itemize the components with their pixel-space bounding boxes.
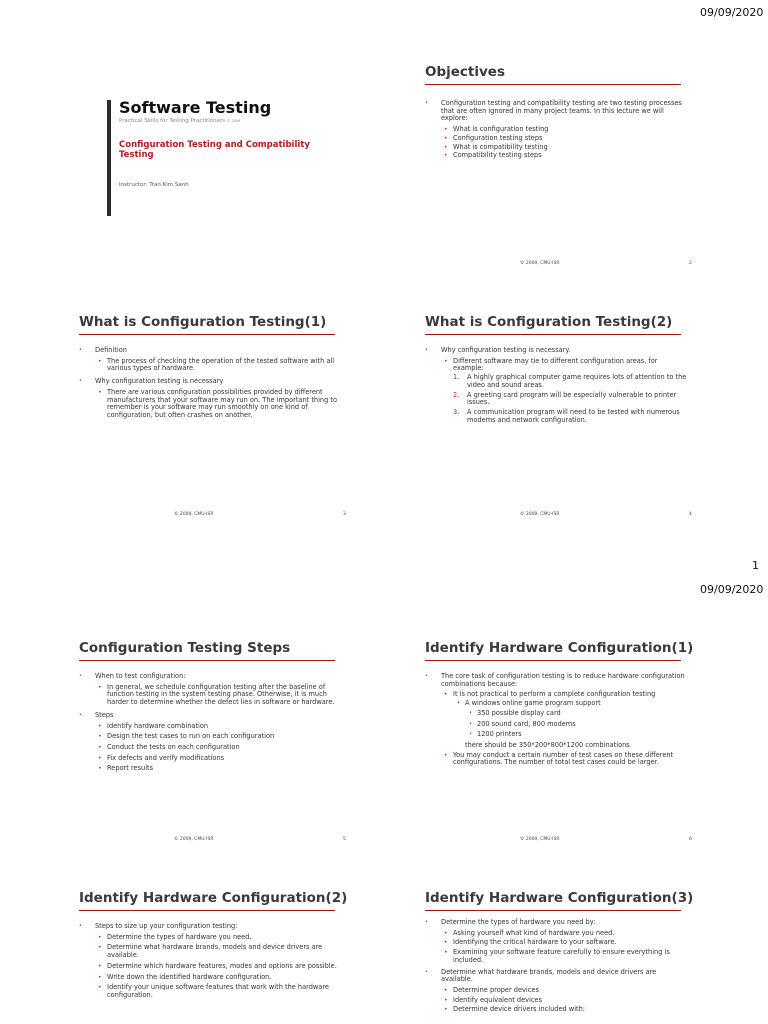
sub-bullet: • There are various configuration possibilities provided by different manufacturers that your software may run on. The important thing to remember is your software may run smoothly on one kind of configuration, but often crashes on another.	[79, 389, 344, 420]
list-item: • Compatibility testing steps	[425, 152, 690, 160]
slide-heading: Identify Hardware Configuration(2)	[79, 890, 348, 906]
slide-config-testing-2	[425, 314, 725, 524]
slide-heading: Identify Hardware Configuration(3)	[425, 890, 694, 906]
slide-rule	[79, 910, 335, 911]
course-title: Software Testing	[119, 98, 272, 117]
item-number: 3.	[453, 407, 460, 416]
item-number: 1.	[453, 373, 460, 382]
course-subtitle	[119, 118, 240, 124]
bullet: • Why configuration testing is necessary.	[425, 347, 690, 355]
slide-footer: © 2009, CMU-ISR	[174, 837, 214, 842]
slide-body	[79, 923, 344, 1003]
slide-body	[425, 673, 690, 768]
combination-note: there should be 350*200*800*1200 combinations	[465, 740, 630, 749]
instructor: Instructor: Tran Kim Sanh	[119, 182, 189, 188]
bullet: • Why configuration testing is necessary	[79, 378, 344, 386]
slide-rule	[425, 84, 681, 85]
slide-rule	[79, 660, 335, 661]
slide-number: 3	[343, 512, 346, 517]
slide-config-testing-steps	[79, 640, 379, 850]
course-subtitle-text: Practical Skills for Testing Practitioners	[119, 118, 226, 124]
lecture-topic: Configuration Testing and Compatibility Testing	[119, 140, 310, 160]
slide-body	[79, 347, 344, 421]
slide-rule	[79, 334, 335, 335]
bullet: • The core task of configuration testing is to reduce hardware configuration combinations because:	[425, 673, 690, 688]
list-item: • Report results	[79, 765, 344, 773]
sub-bullet: • Different software may tie to different configuration areas, for example:	[425, 358, 690, 373]
bullet: • Steps	[79, 712, 344, 720]
list-item: • Determine device drivers included with:	[425, 1006, 690, 1014]
slide-heading: What is Configuration Testing(1)	[79, 314, 327, 330]
slide-number: 4	[689, 512, 692, 517]
bullet: • Configuration testing and compatibility testing are two testing processes that are often ignored in many project teams. In this lecture we will explore:	[425, 100, 690, 123]
list-item: • 350 possible display card	[425, 710, 690, 718]
slide-number: 6	[689, 837, 692, 842]
list-item: • Determine the types of hardware you need.	[79, 934, 344, 942]
page-date: 09/09/2020	[700, 583, 764, 596]
slide-heading: What is Configuration Testing(2)	[425, 314, 673, 330]
slide-identify-hw-1	[425, 640, 725, 850]
slide-heading: Configuration Testing Steps	[79, 640, 291, 656]
slide-number: 5	[343, 837, 346, 842]
list-item: • What is configuration testing	[425, 126, 690, 134]
slide-body	[79, 673, 344, 776]
list-item: • Determine which hardware features, modes and options are possible.	[79, 963, 344, 971]
list-item: • Identify your unique software features that work with the hardware configuration.	[79, 984, 344, 999]
slide-footer: © 2009, CMU-ISR	[520, 512, 560, 517]
slide-rule	[425, 334, 681, 335]
bullet: • When to test configuration:	[79, 673, 344, 681]
list-item: • Examining your software feature carefully to ensure everything is included.	[425, 949, 690, 964]
list-item: • Determine what hardware brands, models and device drivers are available.	[79, 944, 344, 959]
slide-footer: © 2009, CMU-ISR	[520, 261, 560, 266]
list-item: • Write down the identified hardware configuration.	[79, 974, 344, 982]
list-item: • Identifying the critical hardware to your software.	[425, 939, 690, 947]
slide-config-testing-1	[79, 314, 379, 524]
list-item: • Configuration testing steps	[425, 135, 690, 143]
slide-footer: © 2009, CMU-ISR	[174, 512, 214, 517]
bullet: • Determine what hardware brands, models and device drivers are available.	[425, 969, 690, 984]
slide-body	[425, 919, 690, 1016]
list-item: • Determine proper devices	[425, 987, 690, 995]
item-text: A highly graphical computer game requires lots of attention to the video and sound areas.	[467, 373, 687, 389]
slide-body	[425, 100, 690, 161]
list-item: • What is compatibility testing	[425, 144, 690, 152]
bullet: • Steps to size up your configuration testing:	[79, 923, 344, 931]
slide-rule	[425, 910, 681, 911]
item-text: A communication program will need to be tested with numerous modems and network configuration.	[467, 407, 680, 424]
numbered-item	[425, 392, 690, 407]
slide-objectives	[425, 64, 725, 274]
title-slide-bar	[107, 100, 111, 216]
sub-bullet: • The process of checking the operation of the tested software with all various types of hardware.	[79, 358, 344, 373]
list-item: • Fix defects and verify modifications	[79, 755, 344, 763]
list-item: • Identify equivalent devices	[425, 997, 690, 1005]
course-subtitle-mark: © 2009	[226, 119, 241, 123]
list-item: • Asking yourself what kind of hardware you need.	[425, 930, 690, 938]
list-item: • Identify hardware combination	[79, 723, 344, 731]
sub-sub-bullet: • A windows online game program support	[425, 700, 690, 708]
slide-footer: © 2009, CMU-ISR	[520, 837, 560, 842]
numbered-item	[425, 409, 690, 424]
slide-heading: Objectives	[425, 64, 505, 80]
slide-heading: Identify Hardware Configuration(1)	[425, 640, 694, 656]
slide-identify-hw-2	[79, 890, 379, 1024]
item-number: 2.	[453, 390, 460, 399]
list-item: • Conduct the tests on each configuration	[79, 744, 344, 752]
list-item: • Design the test cases to run on each configuration	[79, 733, 344, 741]
bullet: • Determine the types of hardware you need by:	[425, 919, 690, 927]
bullet: • Definition	[79, 347, 344, 355]
sub-bullet: • In general, we schedule configuration testing after the baseline of function testing in the system testing phase. Otherwise, it is much harder to determine whether the defect lies in software or hardware.	[79, 684, 344, 707]
slide-rule	[425, 660, 681, 661]
list-item: • 1200 printers	[425, 731, 690, 739]
sub-bullet: • It is not practical to perform a complete configuration testing	[425, 691, 690, 699]
slide-body	[425, 347, 690, 426]
item-text: A greeting card program will be especially vulnerable to printer issues.	[467, 390, 677, 407]
sub-bullet: • You may conduct a certain number of test cases on these different configurations. The number of total test cases could be larger.	[425, 752, 690, 767]
slide-number: 2	[689, 261, 692, 266]
page-number: 1	[752, 559, 759, 572]
list-item: • 200 sound card, 800 modems	[425, 721, 690, 729]
page-date: 09/09/2020	[700, 6, 764, 19]
numbered-item	[425, 374, 690, 389]
slide-identify-hw-3	[425, 890, 725, 1024]
